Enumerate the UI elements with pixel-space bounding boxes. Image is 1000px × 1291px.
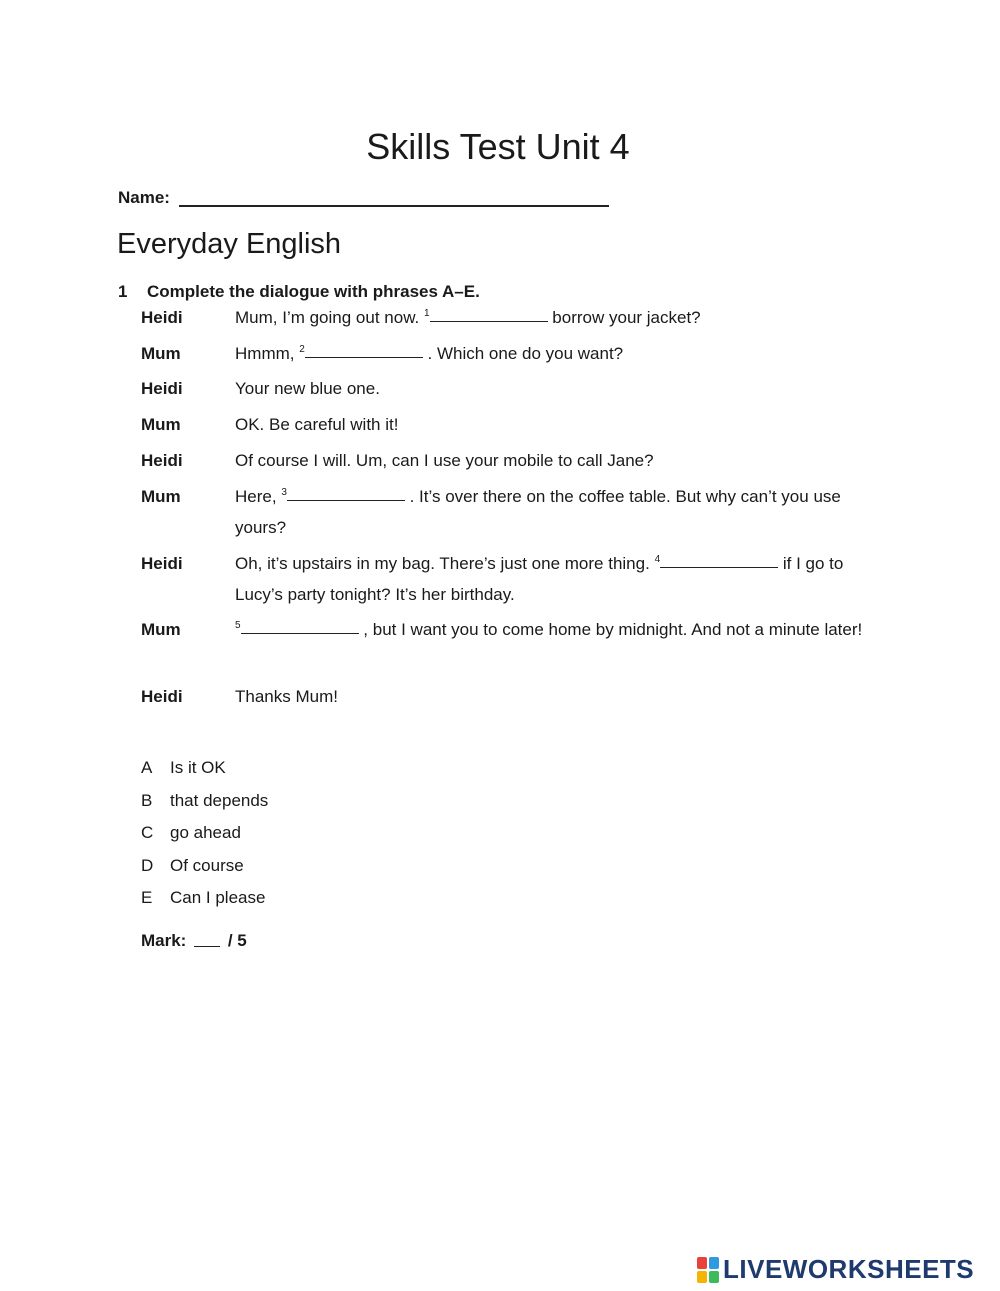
speech: Mum, I’m going out now. $^1$ borrow your jacket?: [235, 308, 701, 327]
name-label: Name:: [118, 188, 170, 207]
logo-block: [709, 1257, 719, 1269]
phrase-options: [141, 752, 268, 915]
speech: Hmmm, $^2$ . Which one do you want?: [235, 344, 624, 363]
speaker: Mum: [141, 415, 181, 434]
speaker: Mum: [141, 487, 181, 506]
liveworksheets-logo[interactable]: [697, 1254, 974, 1285]
option-text: Can I please: [170, 888, 266, 907]
gap-number: 3: [281, 487, 287, 498]
exercise-number: 1: [118, 282, 128, 301]
speaker: Heidi: [141, 554, 183, 573]
option-text: that depends: [170, 790, 269, 810]
gap-number: 2: [299, 344, 305, 355]
option-item: [141, 850, 268, 883]
speaker: Mum: [141, 344, 181, 363]
option-text: Is it OK: [170, 758, 226, 777]
instruction-text: Complete the dialogue with phrases A–E.: [147, 282, 480, 301]
answer-blank-5[interactable]: [241, 619, 359, 634]
option-letter: C: [141, 823, 154, 842]
speech: Thanks Mum!: [235, 687, 338, 706]
logo-blocks-icon: [697, 1257, 719, 1283]
speaker: Heidi: [141, 687, 183, 706]
answer-blank-2[interactable]: [305, 343, 423, 358]
gap-number: 5: [235, 620, 241, 631]
mark-total: / 5: [227, 931, 247, 950]
option-item: [141, 752, 268, 785]
mark-blank[interactable]: [194, 932, 220, 947]
answer-blank-3[interactable]: [287, 486, 405, 501]
name-blank-line[interactable]: [179, 187, 609, 207]
speech: Oh, it’s upstairs in my bag. There’s just one more thing. $^4$ if I go to Lucy’s party tonight? It’s her birthday.: [235, 554, 844, 604]
option-letter: E: [141, 888, 153, 907]
speaker: Heidi: [141, 379, 183, 398]
option-letter: A: [141, 758, 153, 777]
speaker: Heidi: [141, 308, 183, 327]
section-heading: Everyday English: [117, 228, 342, 260]
answer-blank-4[interactable]: [660, 553, 778, 568]
speech: Here, $^3$ . It’s over there on the coffee table. But why can’t you use yours?: [235, 487, 841, 537]
option-text: go ahead: [170, 823, 241, 842]
option-item: [141, 817, 268, 850]
speaker: Heidi: [141, 451, 183, 470]
page-title: Skills Test Unit 4: [366, 126, 630, 167]
answer-blank-1[interactable]: [430, 307, 548, 322]
speech: OK. Be careful with it!: [235, 415, 399, 434]
mark-label: Mark:: [141, 931, 187, 950]
option-item: [141, 882, 268, 915]
logo-text: LIVEWORKSHEETS: [723, 1254, 975, 1284]
logo-block: [709, 1271, 719, 1283]
speaker: Mum: [141, 620, 181, 639]
logo-block: [697, 1271, 707, 1283]
option-letter: B: [141, 790, 153, 810]
option-item: [141, 785, 268, 818]
gap-number: 4: [654, 554, 661, 565]
name-field: [118, 187, 609, 208]
speech: Your new blue one.: [235, 379, 380, 398]
gap-number: 1: [424, 308, 430, 319]
option-text: Of course: [170, 855, 244, 875]
mark-field: [141, 931, 247, 951]
logo-block: [697, 1257, 707, 1269]
exercise-instruction: [118, 282, 480, 302]
speech: Of course I will. Um, can I use your mobile to call Jane?: [235, 451, 654, 470]
speech: $^5$ , but I want you to come home by midnight. And not a minute later!: [235, 620, 863, 639]
option-letter: D: [141, 855, 154, 875]
